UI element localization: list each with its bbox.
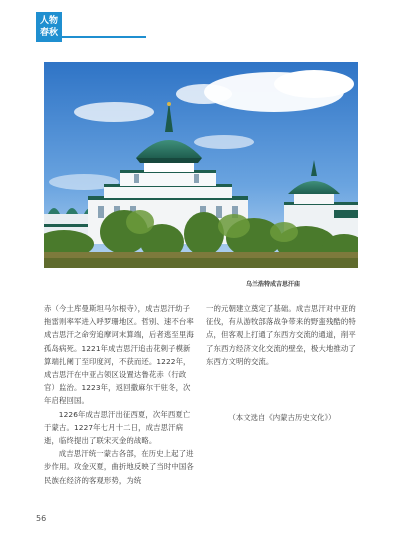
- article-paragraph: 赤（今土库曼斯坦马尔根寺），成吉思汗幼子拖雷则率军进入呼罗珊地区。哲别、速不台率成吉思汗之命穷追摩诃末算端，后者逃至里海孤岛病死。1221年成吉思汗追击花剌子模新算端扎阑丁至印度河，不获而还。1222年，成吉思汗在中亚占领区设置达鲁花赤（行政官）监治。1223年，返回撒麻尔干驻冬，次年启程回国。: [44, 304, 194, 406]
- section-rule: [62, 36, 146, 38]
- article-column-right: [206, 302, 358, 368]
- article-paragraph: 一的元朝建立奠定了基础。成吉思汗对中亚的征伐，有从游牧部落战争带来的野蛮残酷的特点，但客观上打通了东西方交流的通道，削平了东西方经济文化交流的壁垒，极大地推动了东西方文明的交流。: [206, 304, 356, 366]
- temple-photo: [44, 62, 358, 268]
- article-paragraph: 1226年成吉思汗出征西夏，次年西夏亡于蒙古。1227年七月十二日，成吉思汗病逝，临终提出了联宋灭金的战略。: [44, 409, 191, 446]
- source-note: （本文选自《内蒙古历史文化》）: [228, 413, 336, 422]
- page-number: 56: [36, 514, 47, 523]
- section-tag: 人物 春秋: [36, 12, 62, 42]
- article-paragraph: 成吉思汗统一蒙古各部，在历史上起了进步作用。攻金灭夏，曲折地反映了当时中国各民族在经济的客观形势，为统: [44, 449, 194, 485]
- figure-caption: 乌兰浩特成吉思汗庙: [245, 281, 300, 288]
- article-column-left: [44, 302, 196, 487]
